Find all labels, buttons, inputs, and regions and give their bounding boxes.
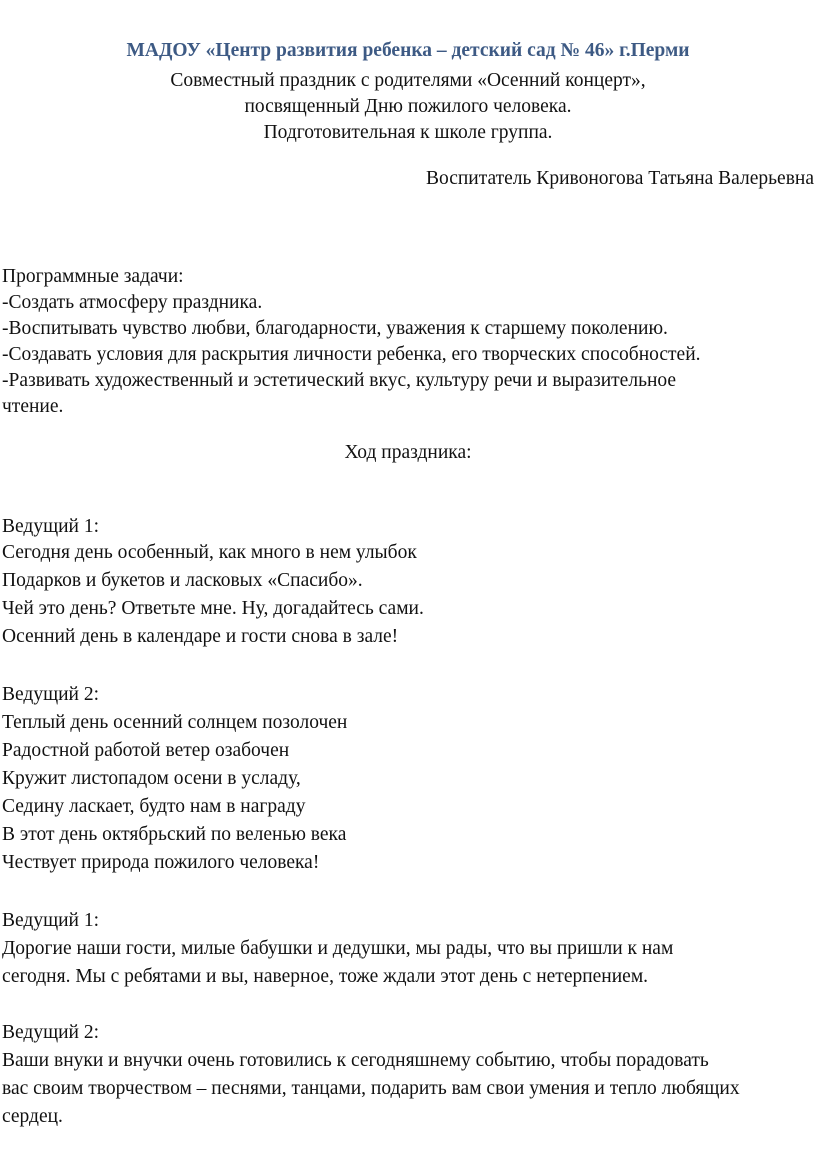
- verse-line: Седину ласкает, будто нам в награду: [2, 796, 306, 817]
- task-item: -Развивать художественный и эстетический вкус, культуру речи и выразительное: [2, 370, 677, 391]
- org-title: МАДОУ «Центр развития ребенка – детский сад № 46» г.Перми: [126, 40, 690, 61]
- verse-line: Чествует природа пожилого человека!: [2, 852, 320, 873]
- event-title-line: Совместный праздник с родителями «Осенний концерт»,: [170, 70, 646, 91]
- verse-line: Подарков и букетов и ласковых «Спасибо».: [2, 570, 363, 591]
- speaker-label: Ведущий 2:: [2, 684, 100, 705]
- speaker-label: Ведущий 1:: [2, 516, 100, 537]
- task-item: -Создать атмосферу праздника.: [2, 292, 263, 313]
- speech-line: сердец.: [2, 1106, 63, 1127]
- verse-line: Чей это день? Ответьте мне. Ну, догадайтесь сами.: [2, 598, 424, 619]
- task-item: -Воспитывать чувство любви, благодарности, уважения к старшему поколению.: [2, 318, 668, 339]
- verse-line: Кружит листопадом осени в усладу,: [2, 768, 301, 789]
- author-line: Воспитатель Кривоногова Татьяна Валерьевна: [425, 168, 814, 189]
- speaker-label: Ведущий 1:: [2, 910, 100, 931]
- verse-line: В этот день октябрьский по веленью века: [2, 824, 347, 845]
- task-item: чтение.: [2, 396, 64, 417]
- speech-line: вас своим творчеством – песнями, танцами, подарить вам свои умения и тепло любящих: [2, 1078, 740, 1099]
- event-title-line: посвященный Дню пожилого человека.: [244, 96, 572, 117]
- event-title-line: Подготовительная к школе группа.: [263, 122, 553, 143]
- verse-line: Радостной работой ветер озабочен: [2, 740, 290, 761]
- verse-line: Осенний день в календаре и гости снова в зале!: [2, 626, 399, 647]
- verse-line: Теплый день осенний солнцем позолочен: [2, 712, 348, 733]
- speech-line: сегодня. Мы с ребятами и вы, наверное, тоже ждали этот день с нетерпением.: [2, 966, 649, 987]
- speaker-label: Ведущий 2:: [2, 1022, 100, 1043]
- speech-line: Дорогие наши гости, милые бабушки и дедушки, мы рады, что вы пришли к нам: [2, 938, 674, 959]
- section-title: Ход праздника:: [344, 442, 472, 463]
- speech-line: Ваши внуки и внучки очень готовились к сегодняшнему событию, чтобы порадовать: [2, 1050, 709, 1071]
- tasks-heading: Программные задачи:: [2, 266, 184, 287]
- verse-line: Сегодня день особенный, как много в нем улыбок: [2, 542, 417, 563]
- task-item: -Создавать условия для раскрытия личности ребенка, его творческих способностей.: [2, 344, 701, 365]
